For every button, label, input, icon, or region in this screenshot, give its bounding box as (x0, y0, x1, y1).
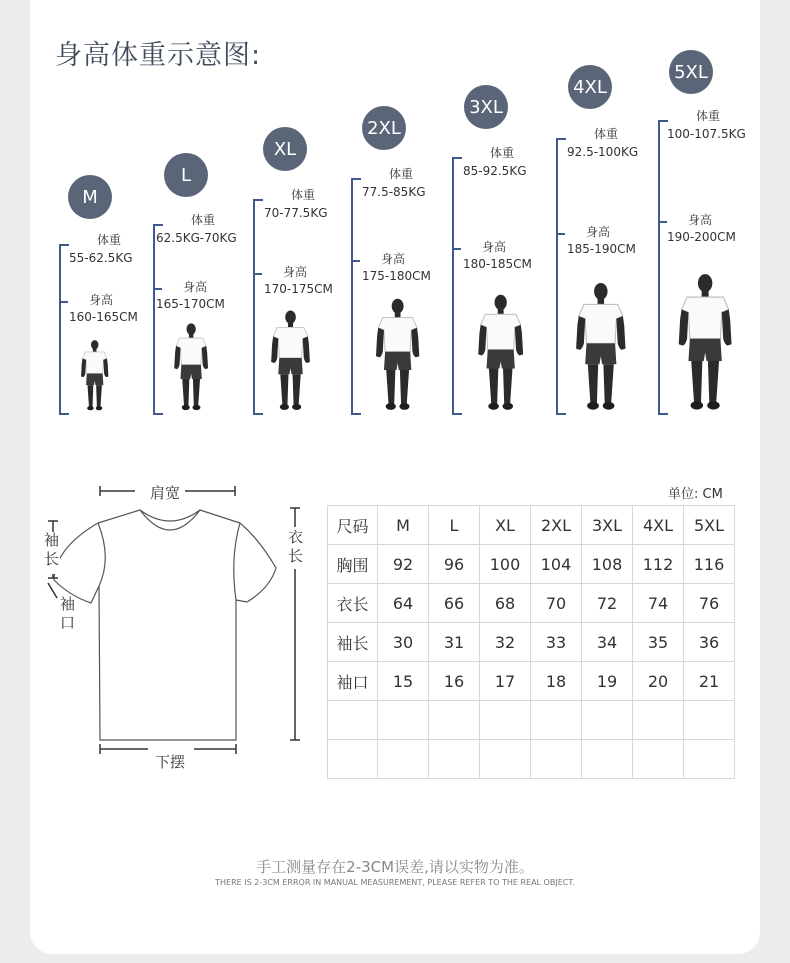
height-label: 身高 (481, 240, 507, 254)
height-tick (556, 233, 565, 235)
height-value: 185-190CM (567, 242, 636, 256)
table-cell (684, 701, 735, 740)
table-cell: 64 (378, 584, 429, 623)
person-figure-icon (567, 281, 635, 411)
height-tick (153, 288, 162, 290)
table-cell: 76 (684, 584, 735, 623)
hem-label: 下摆 (155, 753, 186, 771)
footnote-cn: 手工测量存在2-3CM误差,请以实物为准。 (256, 858, 534, 876)
table-cell: 70 (531, 584, 582, 623)
size-bracket (253, 199, 263, 415)
weight-value: 70-77.5KG (264, 206, 328, 220)
weight-value: 85-92.5KG (463, 164, 527, 178)
height-value: 190-200CM (667, 230, 736, 244)
table-row (328, 662, 735, 701)
table-cell: 21 (684, 662, 735, 701)
table-row (328, 701, 735, 740)
table-cell (480, 701, 531, 740)
table-cell (378, 740, 429, 779)
height-label: 身高 (182, 280, 208, 294)
cuff-label: 袖口 (60, 595, 76, 632)
table-row (328, 545, 735, 584)
table-cell: M (378, 506, 429, 545)
table-cell: 16 (429, 662, 480, 701)
length-label: 衣长 (288, 528, 304, 565)
height-tick (59, 301, 68, 303)
table-cell: 5XL (684, 506, 735, 545)
height-label: 身高 (88, 293, 114, 307)
height-tick (253, 273, 262, 275)
size-bracket (556, 138, 566, 415)
size-badge: 5XL (669, 50, 713, 94)
table-cell (582, 740, 633, 779)
person-figure-icon (669, 272, 741, 411)
table-cell (429, 701, 480, 740)
table-cell: 92 (378, 545, 429, 584)
table-cell (633, 740, 684, 779)
size-bracket (59, 244, 69, 415)
row-label-cell (328, 740, 378, 779)
weight-label: 体重 (388, 167, 414, 181)
table-cell (531, 701, 582, 740)
table-cell (378, 701, 429, 740)
tshirt-outline (54, 510, 276, 740)
page-title: 身高体重示意图: (55, 40, 262, 71)
table-cell: 32 (480, 623, 531, 662)
size-bracket (153, 224, 163, 415)
shoulder-label: 肩宽 (150, 484, 181, 502)
size-badge: 3XL (464, 85, 508, 129)
table-cell: 108 (582, 545, 633, 584)
person-figure-icon (470, 293, 531, 411)
table-cell: 104 (531, 545, 582, 584)
table-row (328, 623, 735, 662)
table-header-row (328, 506, 735, 545)
table-cell: 19 (582, 662, 633, 701)
size-bracket (452, 157, 462, 415)
weight-value: 55-62.5KG (69, 251, 133, 265)
height-value: 160-165CM (69, 310, 138, 324)
person-figure-icon (368, 297, 427, 411)
person-figure-icon (264, 309, 317, 411)
table-cell: 66 (429, 584, 480, 623)
size-bracket (351, 178, 361, 415)
table-cell: 4XL (633, 506, 684, 545)
table-cell (582, 701, 633, 740)
height-label: 身高 (380, 252, 406, 266)
weight-value: 62.5KG-70KG (156, 231, 237, 245)
table-cell (633, 701, 684, 740)
table-cell: 33 (531, 623, 582, 662)
weight-label: 体重 (695, 109, 721, 123)
height-value: 180-185CM (463, 257, 532, 271)
height-label: 身高 (585, 225, 611, 239)
table-cell: L (429, 506, 480, 545)
height-value: 170-175CM (264, 282, 333, 296)
measure-lines (48, 486, 300, 754)
size-badge: L (164, 153, 208, 197)
table-cell: 18 (531, 662, 582, 701)
table-cell: 20 (633, 662, 684, 701)
table-row (328, 584, 735, 623)
table-cell (684, 740, 735, 779)
height-tick (658, 221, 667, 223)
table-cell (429, 740, 480, 779)
table-cell: XL (480, 506, 531, 545)
sleeve-length-label: 袖长 (44, 531, 60, 568)
table-cell: 15 (378, 662, 429, 701)
table-cell: 34 (582, 623, 633, 662)
table-cell: 2XL (531, 506, 582, 545)
table-cell: 116 (684, 545, 735, 584)
table-cell: 17 (480, 662, 531, 701)
table-cell (480, 740, 531, 779)
table-cell: 96 (429, 545, 480, 584)
table-cell: 72 (582, 584, 633, 623)
size-table (327, 505, 735, 779)
person-figure-icon (168, 322, 214, 411)
weight-value: 100-107.5KG (667, 127, 746, 141)
height-label: 身高 (282, 265, 308, 279)
height-tick (452, 248, 461, 250)
table-row (328, 740, 735, 779)
size-badge: 4XL (568, 65, 612, 109)
table-cell: 3XL (582, 506, 633, 545)
unit-label: 单位: CM (668, 487, 723, 502)
table-cell: 68 (480, 584, 531, 623)
table-cell: 30 (378, 623, 429, 662)
table-cell: 31 (429, 623, 480, 662)
height-label: 身高 (687, 213, 713, 227)
height-tick (351, 260, 360, 262)
person-figure-icon (76, 339, 113, 411)
size-badge: M (68, 175, 112, 219)
weight-value: 77.5-85KG (362, 185, 426, 199)
row-label-cell: 袖口 (328, 662, 378, 701)
table-cell: 112 (633, 545, 684, 584)
row-label-cell: 尺码 (328, 506, 378, 545)
table-cell: 35 (633, 623, 684, 662)
weight-label: 体重 (489, 146, 515, 160)
weight-label: 体重 (593, 127, 619, 141)
table-cell: 36 (684, 623, 735, 662)
height-value: 175-180CM (362, 269, 431, 283)
height-value: 165-170CM (156, 297, 225, 311)
tshirt-diagram (40, 478, 320, 778)
table-cell: 100 (480, 545, 531, 584)
weight-value: 92.5-100KG (567, 145, 639, 159)
row-label-cell: 衣长 (328, 584, 378, 623)
size-bracket (658, 120, 668, 415)
weight-label: 体重 (290, 188, 316, 202)
table-cell: 74 (633, 584, 684, 623)
weight-label: 体重 (96, 233, 122, 247)
row-label-cell: 胸围 (328, 545, 378, 584)
weight-label: 体重 (190, 213, 216, 227)
size-badge: XL (263, 127, 307, 171)
size-badge: 2XL (362, 106, 406, 150)
footnote-en: THERE IS 2-3CM ERROR IN MANUAL MEASUREMENT, PLEASE REFER TO THE REAL OBJECT. (215, 878, 575, 887)
table-cell (531, 740, 582, 779)
row-label-cell (328, 701, 378, 740)
row-label-cell: 袖长 (328, 623, 378, 662)
